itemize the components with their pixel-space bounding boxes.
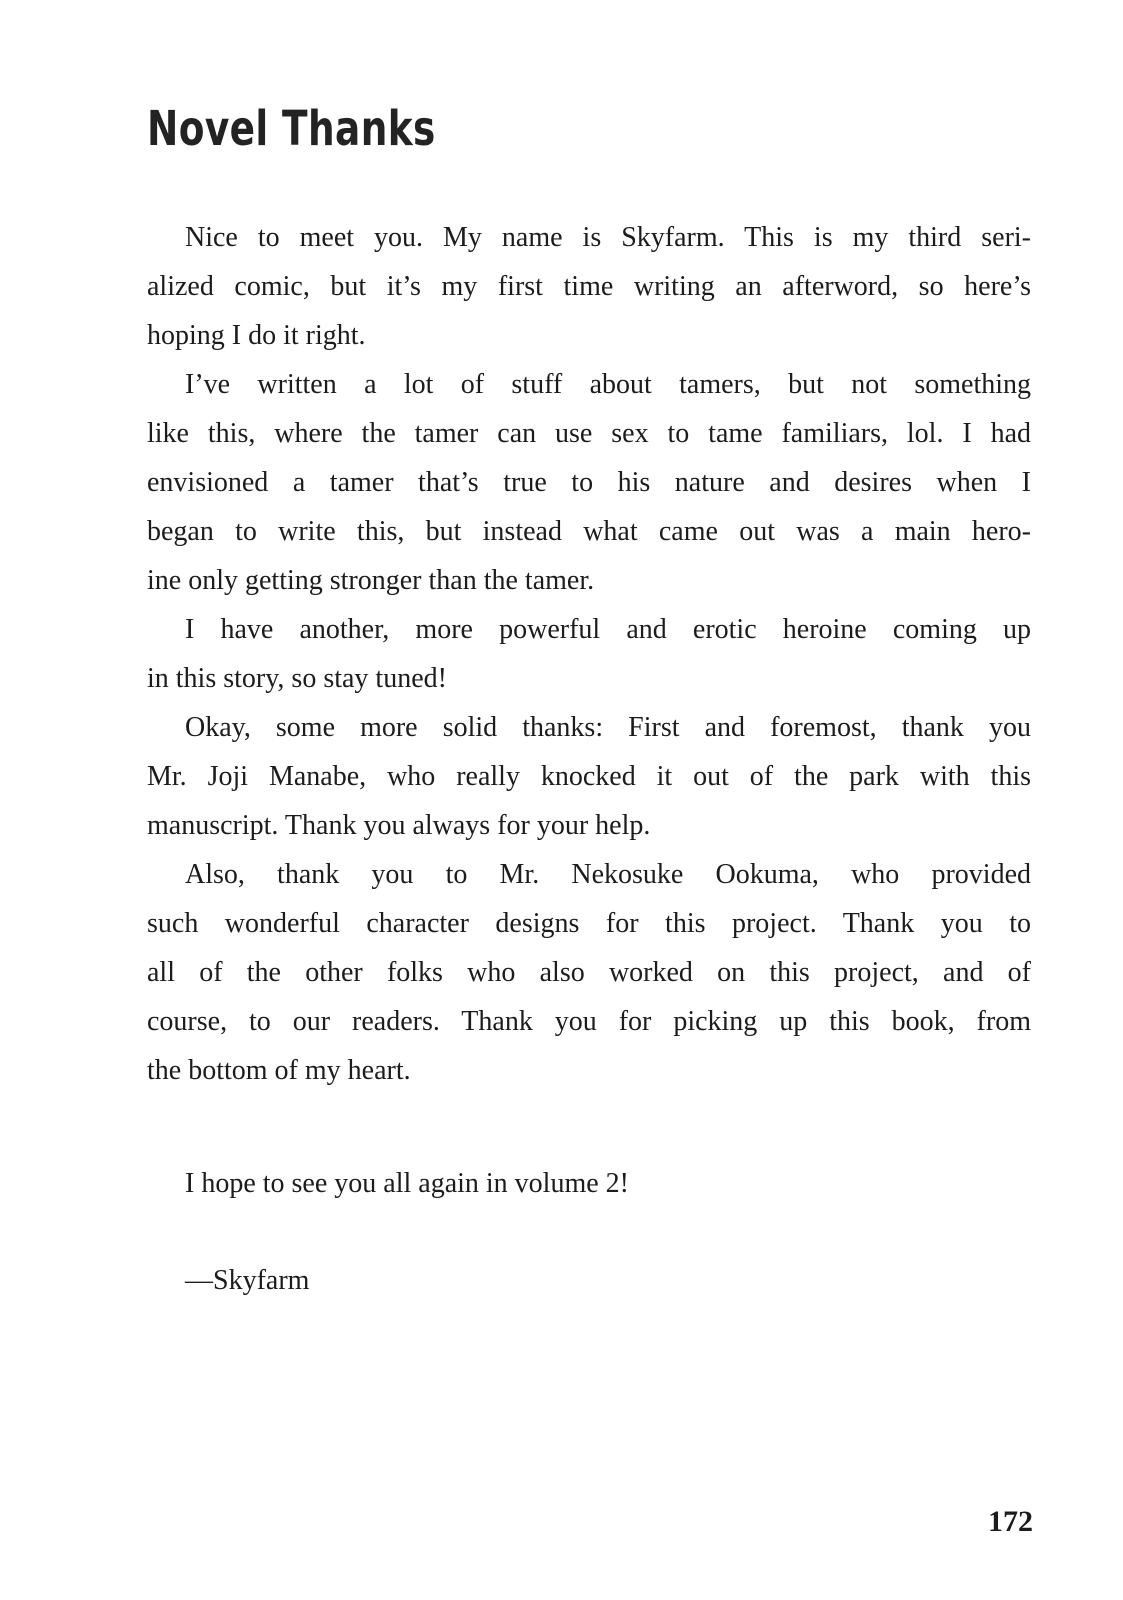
- text-line: ine only getting stronger than the tamer.: [147, 565, 595, 596]
- text-line: envisioned a tamer that’s true to his nature and desires when I: [147, 467, 1031, 498]
- signature-paragraph: [147, 1256, 1031, 1305]
- text-line: manuscript. Thank you always for your help.: [147, 810, 651, 841]
- paragraph: [147, 703, 1031, 850]
- page-title: Novel Thanks: [147, 101, 436, 157]
- text-line: Okay, some more solid thanks: First and foremost, thank you: [185, 712, 1031, 743]
- text-line: Mr. Joji Manabe, who really knocked it out of the park with this: [147, 761, 1031, 792]
- page-number: 172: [988, 1505, 1033, 1538]
- text-line: course, to our readers. Thank you for picking up this book, from: [147, 1006, 1031, 1037]
- closing-paragraph: [147, 1159, 1031, 1208]
- paragraph: [147, 605, 1031, 703]
- text-line: I have another, more powerful and erotic heroine coming up: [185, 614, 1031, 645]
- paragraph: [147, 213, 1031, 360]
- text-line: I’ve written a lot of stuff about tamers, but not something: [185, 369, 1031, 400]
- text-line: Nice to meet you. My name is Skyfarm. This is my third seri-: [185, 222, 1031, 253]
- afterword-body: [147, 213, 1031, 1305]
- text-line: the bottom of my heart.: [147, 1055, 411, 1086]
- author-signature: —Skyfarm: [185, 1265, 310, 1296]
- text-line: in this story, so stay tuned!: [147, 663, 447, 694]
- afterword-content: [147, 101, 1031, 1305]
- text-line: like this, where the tamer can use sex to tame familiars, lol. I had: [147, 418, 1031, 449]
- text-line: all of the other folks who also worked on this project, and of: [147, 957, 1031, 988]
- text-line: such wonderful character designs for this project. Thank you to: [147, 908, 1031, 939]
- text-line: alized comic, but it’s my first time writing an afterword, so here’s: [147, 271, 1031, 302]
- paragraph: [147, 850, 1031, 1095]
- text-line: began to write this, but instead what came out was a main hero-: [147, 516, 1031, 547]
- text-line: hoping I do it right.: [147, 320, 366, 351]
- text-line: Also, thank you to Mr. Nekosuke Ookuma, who provided: [185, 859, 1031, 890]
- paragraph: [147, 360, 1031, 605]
- closing-line: I hope to see you all again in volume 2!: [185, 1168, 629, 1199]
